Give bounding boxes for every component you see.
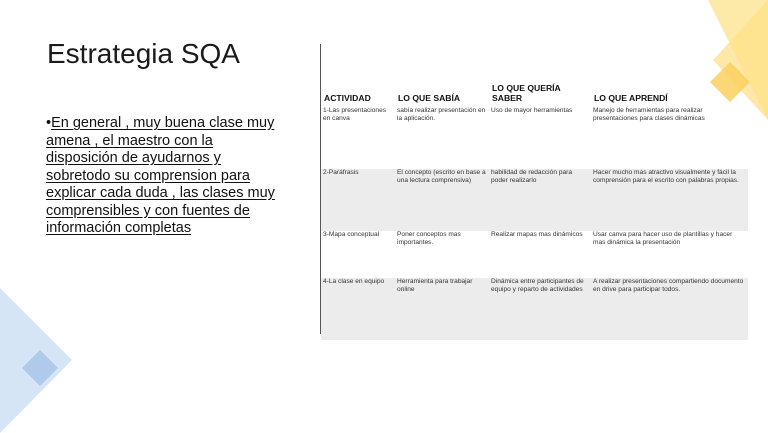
sqa-table <box>321 80 748 340</box>
table-cell: Hacer mucho mas atractivo visualmente y fácil la comprensión para el escrito con palabras propias. <box>591 169 748 231</box>
table-cell: habilidad de redacción para poder realizarlo <box>489 169 591 231</box>
bottom-left-decoration <box>0 288 80 433</box>
header-lo-que-queria-saber: LO QUE QUERÍA SABER <box>492 83 561 103</box>
bullet-paragraph <box>46 115 286 238</box>
bullet-text: En general , muy buena clase muy amena , el maestro con la disposición de ayudarnos y sobretodo su comprension para explicar cada duda , las clases muy comprensibles y con fuentes de información completas <box>46 115 275 236</box>
table-cell: Poner conceptos mas importantes. <box>395 231 489 278</box>
table-cell: Realizar mapas mas dinámicos <box>489 231 591 278</box>
table-cell: A realizar presentaciones compartiendo documento en drive para participar todos. <box>591 278 748 340</box>
table-row <box>321 107 748 169</box>
table-cell: 2-Paráfrasis <box>321 169 395 231</box>
table-cell: El concepto (escrito en base a una lectura comprensiva) <box>395 169 489 231</box>
table-cell: 3-Mapa conceptual <box>321 231 395 278</box>
table-cell: Usar canva para hacer uso de plantillas y hacer mas dinámica la presentación <box>591 231 748 278</box>
table-cell: 1-Las presentaciones en canva <box>321 107 395 169</box>
slide-title: Estrategia SQA <box>47 38 240 69</box>
table-header-row <box>321 80 748 107</box>
table-cell: sabía realizar presentación en la aplicación. <box>395 107 489 169</box>
table-cell: 4-La clase en equipo <box>321 278 395 340</box>
table-cell: Dinámica entre participantes de equipo y reparto de actividades <box>489 278 591 340</box>
table-cell: Manejo de herramientas para realizar presentaciones para clases dinámicas <box>591 107 748 169</box>
bullet-marker: • <box>46 115 52 131</box>
table-row <box>321 231 748 278</box>
table-cell: Uso de mayor herramientas <box>489 107 591 169</box>
table-row <box>321 278 748 340</box>
header-lo-que-sabia: LO QUE SABÍA <box>398 93 461 103</box>
header-lo-que-aprendi: LO QUE APRENDÍ <box>594 93 668 103</box>
header-actividad: ACTIVIDAD <box>324 93 371 103</box>
table-cell: Herramienta para trabajar online <box>395 278 489 340</box>
table-row <box>321 169 748 231</box>
